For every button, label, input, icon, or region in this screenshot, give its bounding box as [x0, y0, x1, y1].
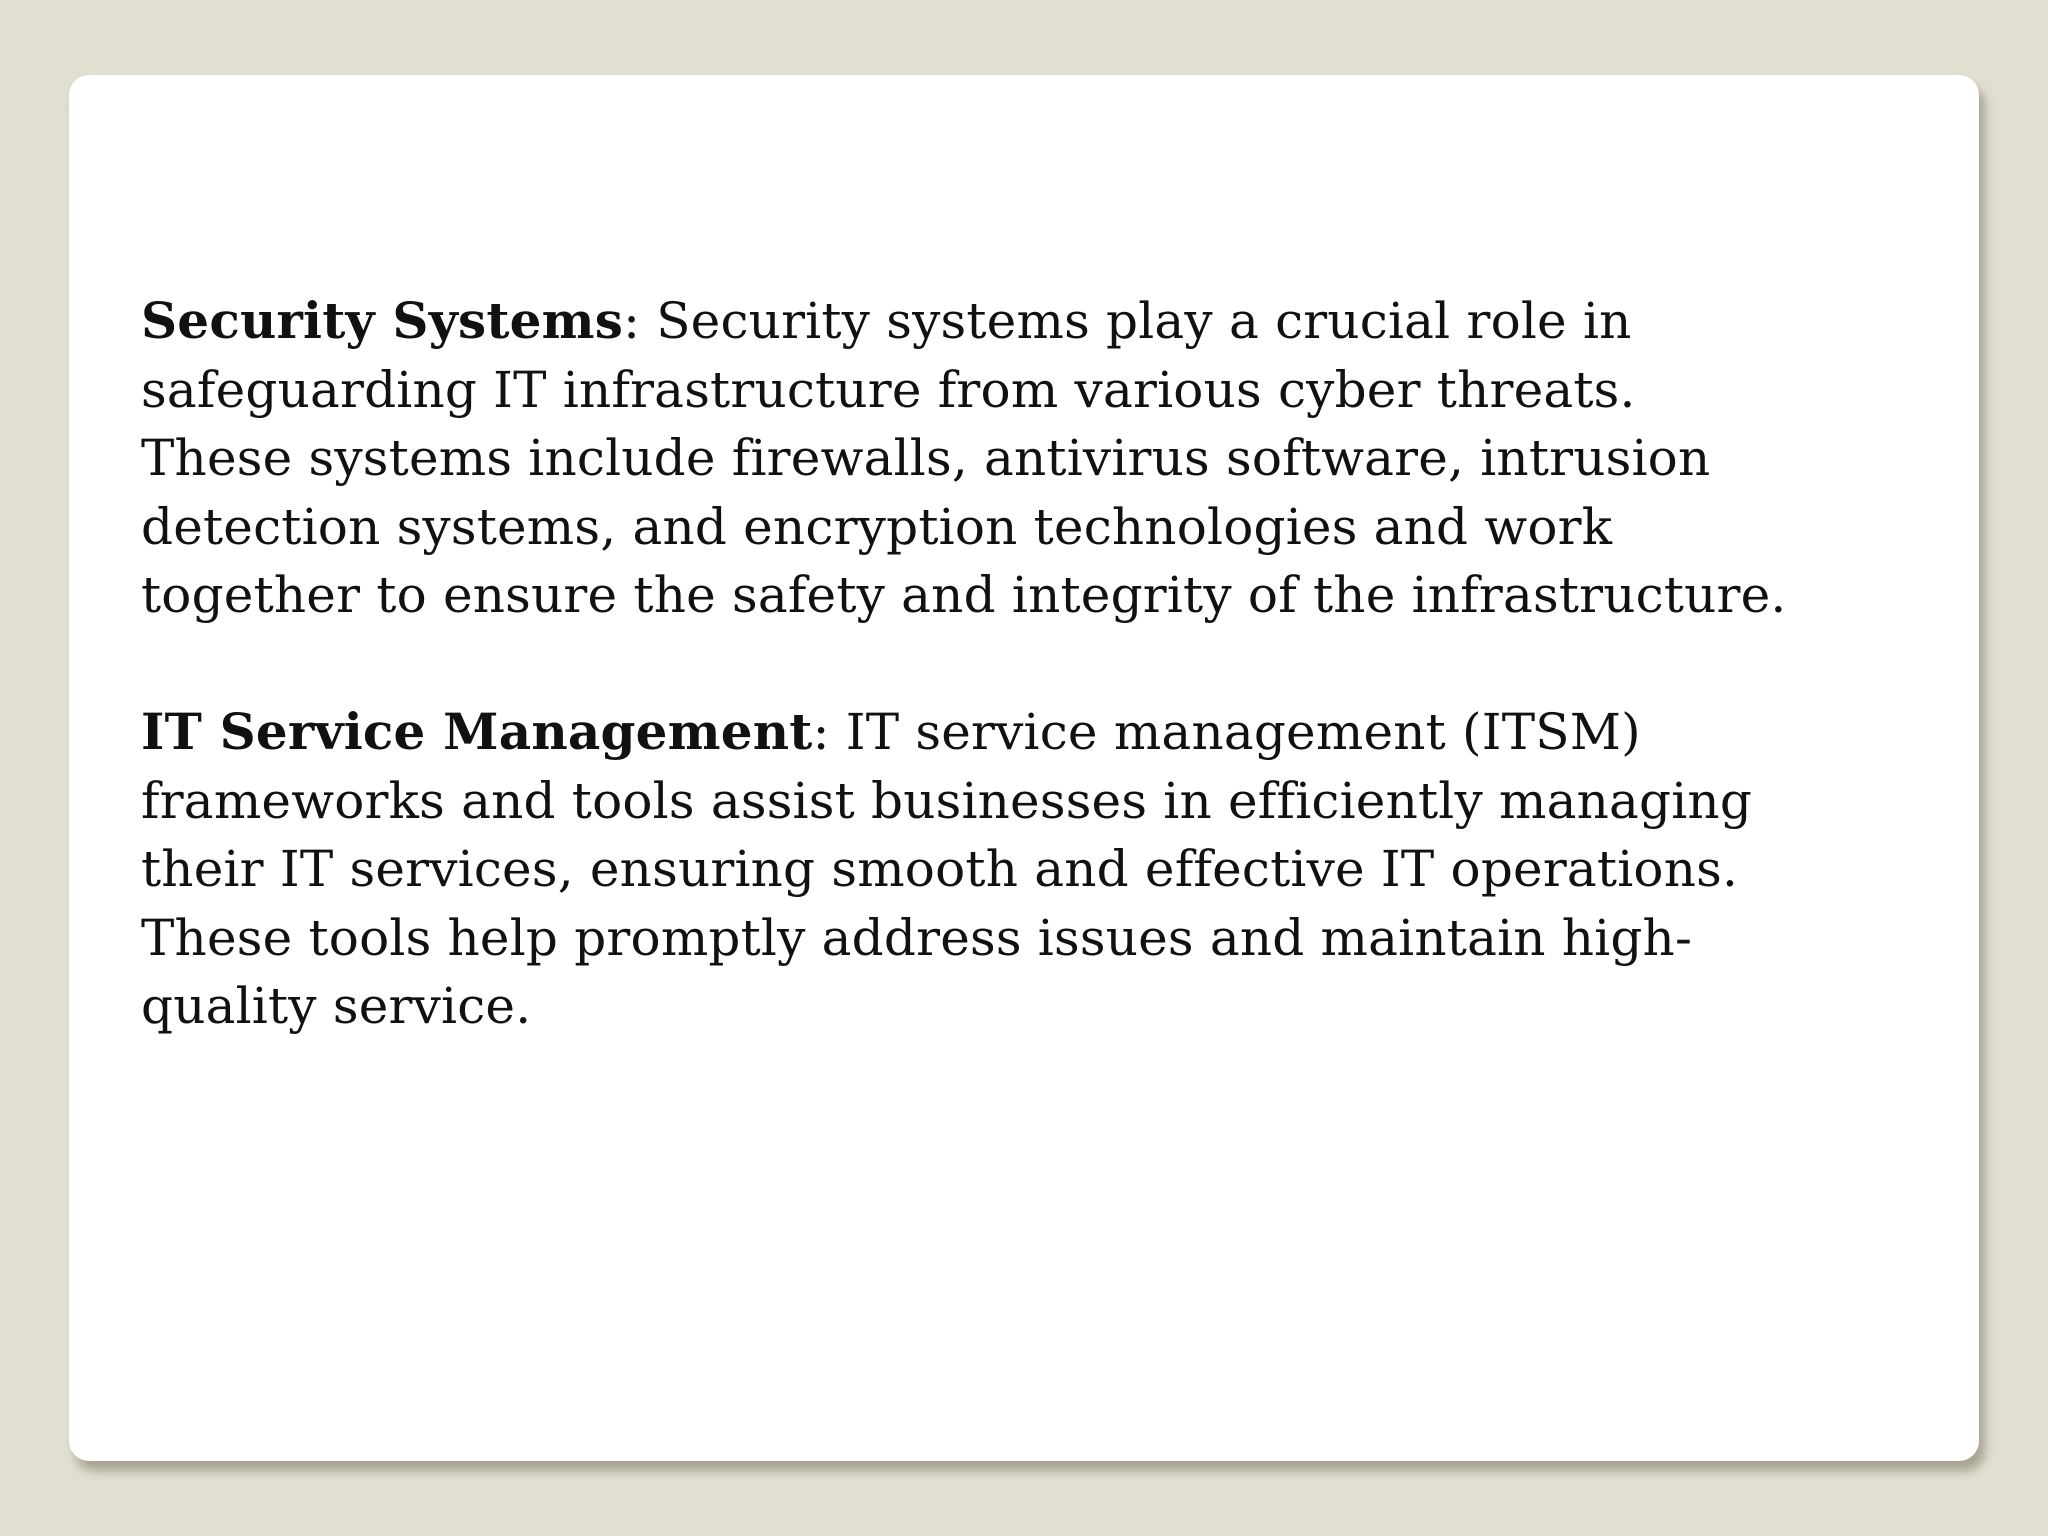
- paragraph-line: [141, 698, 1971, 767]
- it-service-management-term: IT Service Management: [141, 702, 813, 761]
- paragraph-line: detection systems, and encryption technologies and work: [141, 497, 1613, 556]
- it-service-management-paragraph: [141, 698, 1971, 1041]
- paragraph-line: safeguarding IT infrastructure from various cyber threats.: [141, 360, 1636, 419]
- security-systems-paragraph: [141, 287, 1971, 630]
- paragraph-text: : Security systems play a crucial role in: [623, 292, 1632, 350]
- paragraph-line: [141, 287, 1971, 356]
- paragraph-text: : IT service management (ITSM): [812, 703, 1641, 761]
- paragraph-line: These tools help promptly address issues and maintain high-: [141, 908, 1693, 967]
- paragraph-line: quality service.: [141, 977, 532, 1035]
- paragraph-line: their IT services, ensuring smooth and effective IT operations.: [141, 840, 1739, 898]
- paragraph-line: together to ensure the safety and integrity of the infrastructure.: [141, 566, 1787, 624]
- paragraph-line: frameworks and tools assist businesses in efficiently managing: [141, 771, 1753, 830]
- security-systems-term: Security Systems: [141, 291, 624, 350]
- paragraph-spacer: [141, 630, 1971, 699]
- paragraph-line: These systems include firewalls, antivirus software, intrusion: [141, 429, 1711, 487]
- slide-body: [141, 287, 1971, 1041]
